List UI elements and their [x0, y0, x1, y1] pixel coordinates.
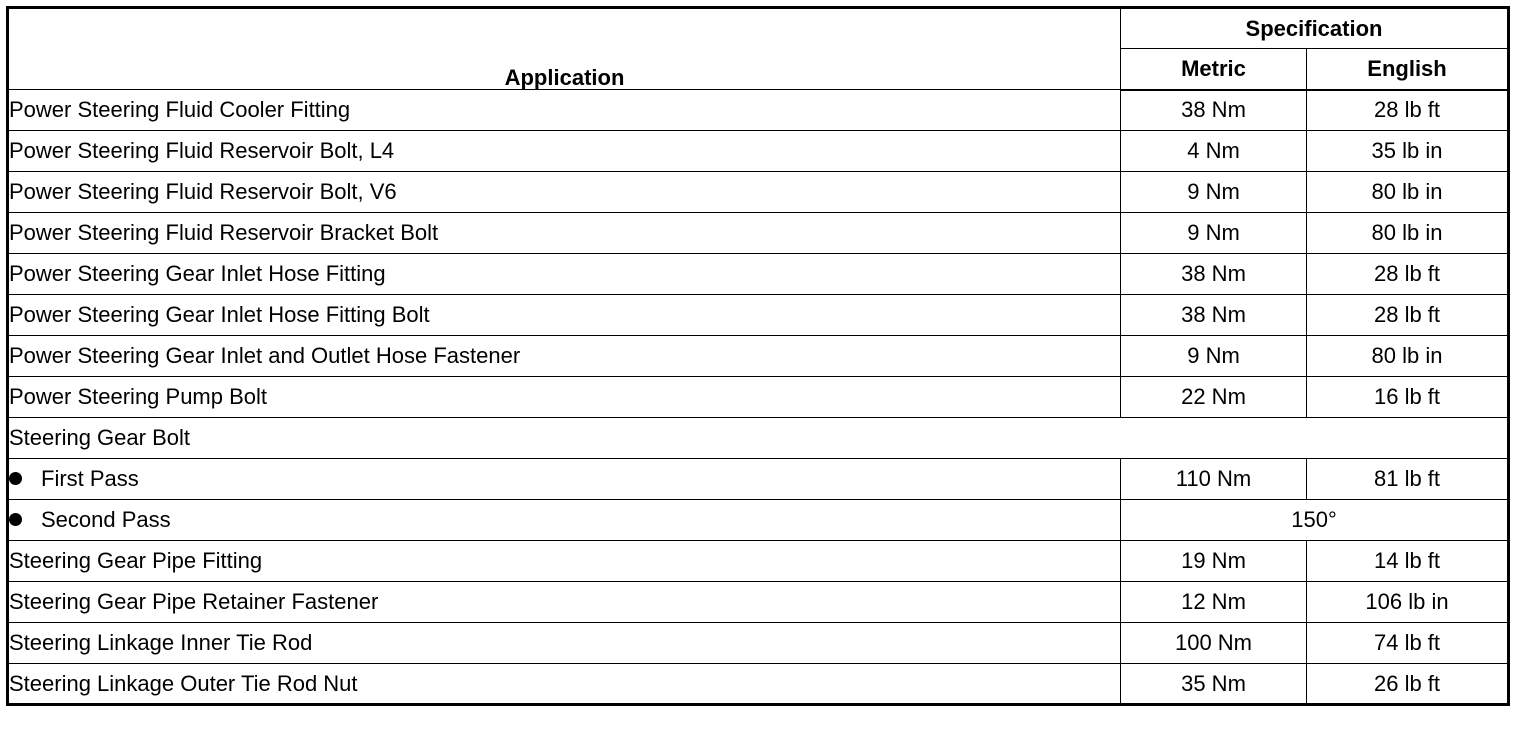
- metric-cell: 19 Nm: [1121, 541, 1307, 582]
- english-cell: 80 lb in: [1307, 172, 1509, 213]
- table-row: [8, 582, 1509, 623]
- english-cell: 35 lb in: [1307, 131, 1509, 172]
- english-cell: 81 lb ft: [1307, 459, 1509, 500]
- table-row: [8, 541, 1509, 582]
- steering-gear-bolt-title: Steering Gear Bolt: [8, 418, 1509, 459]
- table-row: [8, 131, 1509, 172]
- metric-cell: 100 Nm: [1121, 623, 1307, 664]
- bullet-icon: [9, 472, 22, 485]
- metric-cell: 38 Nm: [1121, 295, 1307, 336]
- application-cell: Power Steering Pump Bolt: [8, 377, 1121, 418]
- application-cell: Power Steering Fluid Reservoir Bracket Bolt: [8, 213, 1121, 254]
- table-row: [8, 172, 1509, 213]
- application-cell: Power Steering Fluid Reservoir Bolt, V6: [8, 172, 1121, 213]
- table-row: [8, 336, 1509, 377]
- metric-cell: 9 Nm: [1121, 336, 1307, 377]
- table-row-second-pass: [8, 500, 1509, 541]
- table-row-first-pass: [8, 459, 1509, 500]
- english-cell: 28 lb ft: [1307, 90, 1509, 131]
- application-cell: Steering Linkage Outer Tie Rod Nut: [8, 664, 1121, 705]
- first-pass-cell: [8, 459, 1121, 500]
- metric-cell: 9 Nm: [1121, 213, 1307, 254]
- metric-cell: 22 Nm: [1121, 377, 1307, 418]
- application-header: Application: [8, 8, 1121, 90]
- application-cell: Steering Gear Pipe Fitting: [8, 541, 1121, 582]
- application-cell: Power Steering Fluid Cooler Fitting: [8, 90, 1121, 131]
- english-cell: 26 lb ft: [1307, 664, 1509, 705]
- english-header: English: [1307, 49, 1509, 90]
- metric-cell: 4 Nm: [1121, 131, 1307, 172]
- metric-cell: 110 Nm: [1121, 459, 1307, 500]
- application-cell: Steering Linkage Inner Tie Rod: [8, 623, 1121, 664]
- second-pass-label: Second Pass: [41, 507, 171, 532]
- english-cell: 16 lb ft: [1307, 377, 1509, 418]
- english-cell: 80 lb in: [1307, 336, 1509, 377]
- metric-cell: 38 Nm: [1121, 90, 1307, 131]
- second-pass-cell: [8, 500, 1121, 541]
- specification-header: Specification: [1121, 8, 1509, 49]
- english-cell: 28 lb ft: [1307, 295, 1509, 336]
- application-cell: Power Steering Gear Inlet Hose Fitting Bolt: [8, 295, 1121, 336]
- table-row: [8, 213, 1509, 254]
- table-row: [8, 664, 1509, 705]
- metric-cell: 38 Nm: [1121, 254, 1307, 295]
- english-cell: 80 lb in: [1307, 213, 1509, 254]
- second-pass-angle-cell: 150°: [1121, 500, 1509, 541]
- first-pass-label: First Pass: [41, 466, 139, 491]
- bullet-icon: [9, 513, 22, 526]
- metric-cell: 35 Nm: [1121, 664, 1307, 705]
- torque-specification-table: [6, 6, 1510, 706]
- table-row: [8, 90, 1509, 131]
- table-row: [8, 295, 1509, 336]
- table-row: [8, 623, 1509, 664]
- application-cell: Power Steering Fluid Reservoir Bolt, L4: [8, 131, 1121, 172]
- english-cell: 28 lb ft: [1307, 254, 1509, 295]
- metric-cell: 9 Nm: [1121, 172, 1307, 213]
- english-cell: 74 lb ft: [1307, 623, 1509, 664]
- application-cell: Power Steering Gear Inlet and Outlet Hose Fastener: [8, 336, 1121, 377]
- application-cell: Power Steering Gear Inlet Hose Fitting: [8, 254, 1121, 295]
- table-row-steering-gear-bolt: [8, 418, 1509, 459]
- application-cell: Steering Gear Pipe Retainer Fastener: [8, 582, 1121, 623]
- table-row: [8, 254, 1509, 295]
- metric-cell: 12 Nm: [1121, 582, 1307, 623]
- metric-header: Metric: [1121, 49, 1307, 90]
- english-cell: 14 lb ft: [1307, 541, 1509, 582]
- table-row: [8, 377, 1509, 418]
- english-cell: 106 lb in: [1307, 582, 1509, 623]
